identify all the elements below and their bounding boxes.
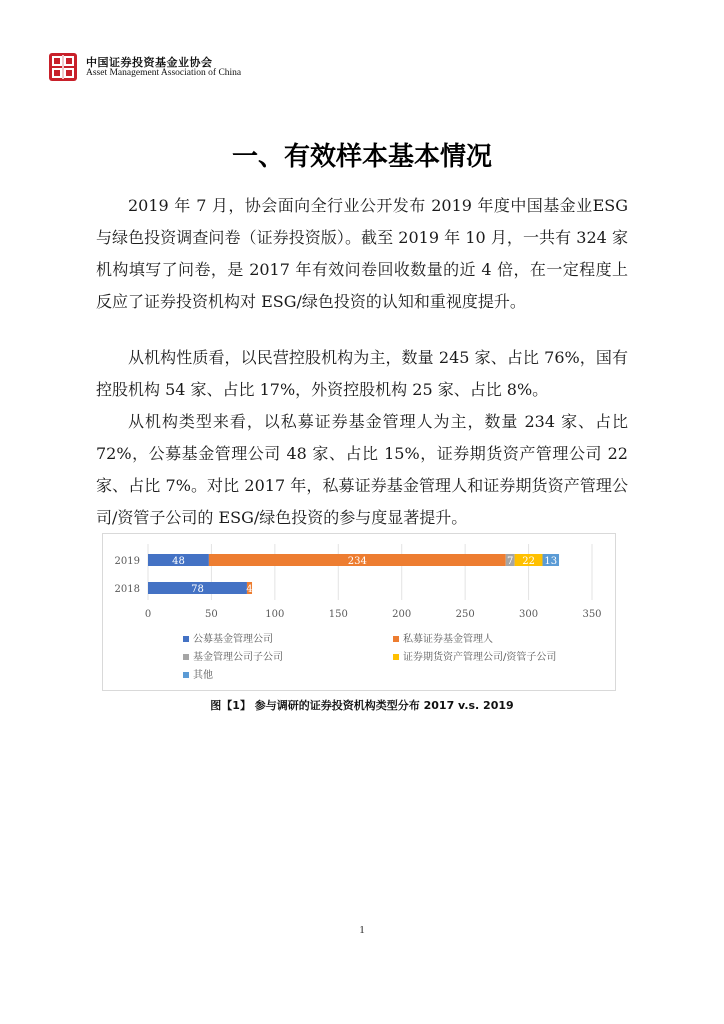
legend-label: 证券期货资产管理公司/资管子公司 bbox=[403, 652, 557, 663]
legend-item bbox=[393, 630, 493, 645]
x-tick-label: 150 bbox=[328, 609, 348, 620]
data-label: 234 bbox=[347, 556, 367, 567]
page-number: 1 bbox=[359, 924, 365, 936]
category-label: 2019 bbox=[114, 556, 140, 567]
section-title: 一、有效样本基本情况 bbox=[231, 142, 492, 172]
x-tick-label: 200 bbox=[392, 609, 412, 620]
x-tick-label: 250 bbox=[455, 609, 475, 620]
x-tick-label: 0 bbox=[144, 609, 152, 620]
data-label: 13 bbox=[544, 556, 558, 567]
legend-swatch bbox=[183, 636, 189, 642]
legend-label: 其他 bbox=[193, 670, 213, 681]
figure-caption: 图【1】 参与调研的证券投资机构类型分布 2017 v.s. 2019 bbox=[210, 699, 514, 712]
x-tick-label: 100 bbox=[265, 609, 285, 620]
bar-chart-svg bbox=[103, 534, 615, 630]
legend-item bbox=[183, 648, 283, 663]
data-label: 48 bbox=[172, 556, 185, 567]
legend-swatch bbox=[183, 672, 189, 678]
legend-item bbox=[183, 666, 213, 681]
x-tick-label: 50 bbox=[205, 609, 218, 620]
amac-logo-icon bbox=[48, 52, 78, 82]
paragraph-ownership: 从机构性质看，以民营控股机构为主，数量 245 家、占比 76%，国有控股机构 54 家、占比 17%，外资控股机构 25 家、占比 8%。 bbox=[96, 348, 628, 399]
paragraph-survey-overview: 2019 年 7 月，协会面向全行业公开发布 2019 年度中国基金业ESG与绿色投资调查问卷（证券投资版）。截至 2019 年 10 月，一共有 324 家机构填写了问卷，是 2017 年有效问卷回收数量的近 4 倍，在一定程度上反应了证券投资机构对 ESG/绿色投资的认知和重视度提升。 bbox=[96, 196, 628, 311]
x-tick-label: 350 bbox=[582, 609, 602, 620]
data-label: 78 bbox=[191, 584, 204, 595]
legend-item bbox=[183, 630, 273, 645]
chart-legend bbox=[183, 630, 603, 686]
legend-swatch bbox=[393, 654, 399, 660]
legend-swatch bbox=[183, 654, 189, 660]
x-tick-label: 300 bbox=[519, 609, 539, 620]
data-label: 22 bbox=[522, 556, 535, 567]
legend-swatch bbox=[393, 636, 399, 642]
legend-label: 公募基金管理公司 bbox=[193, 634, 273, 645]
legend-label: 基金管理公司子公司 bbox=[193, 652, 283, 663]
institution-type-chart bbox=[102, 533, 616, 691]
legend-label: 私募证券基金管理人 bbox=[403, 634, 493, 645]
paragraph-institution-type: 从机构类型来看，以私募证券基金管理人为主，数量 234 家、占比 72%，公募基金管理公司 48 家、占比 15%，证券期货资产管理公司 22 家、占比 7%。对比 2017 年，私募证券基金管理人和证券期货资产管理公司/资管子公司的 ESG/绿色投资的参与度显著提升。 bbox=[96, 412, 628, 527]
category-label: 2018 bbox=[114, 584, 140, 595]
legend-item bbox=[393, 648, 556, 663]
org-name-english: Asset Management Association of China bbox=[86, 68, 242, 78]
data-label: 4 bbox=[246, 584, 253, 595]
data-label: 7 bbox=[506, 556, 514, 567]
org-name-chinese: 中国证券投资基金业协会 bbox=[86, 56, 213, 69]
